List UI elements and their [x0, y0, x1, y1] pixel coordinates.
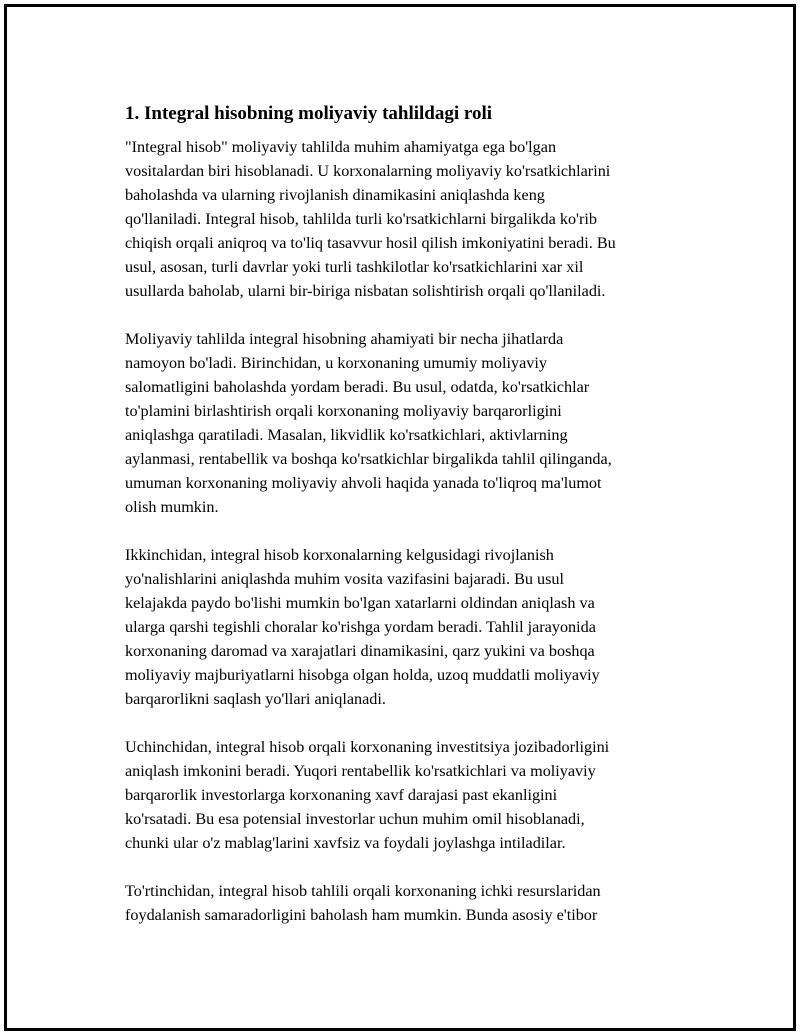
text-line: barqarorlik investorlarga korxonaning xavf darajasi past ekanligini: [125, 786, 558, 804]
text-line: Moliyaviy tahlilda integral hisobning ahamiyati bir necha jihatlarda: [125, 330, 564, 348]
page-frame: [4, 4, 796, 1031]
paragraph-4: [125, 735, 695, 855]
text-line: usullarda baholab, ularni bir-biriga nisbatan solishtirish orqali qo'llaniladi.: [125, 282, 606, 300]
section-heading: 1. Integral hisobning moliyaviy tahlildagi roli: [125, 103, 493, 124]
paragraph-3: [125, 543, 695, 711]
text-line: qo'llaniladi. Integral hisob, tahlilda turli ko'rsatkichlarni birgalikda ko'rib: [125, 210, 597, 228]
text-line: vositalardan biri hisoblanadi. U korxonalarning moliyaviy ko'rsatkichlarini: [125, 162, 611, 180]
text-line: Uchinchidan, integral hisob orqali korxonaning investitsiya jozibadorligini: [125, 738, 610, 756]
text-line: chunki ular o'z mablag'larini xavfsiz va foydali joylashga intiladilar.: [125, 834, 566, 852]
text-line: Ikkinchidan, integral hisob korxonalarning kelgusidagi rivojlanish: [125, 546, 554, 564]
text-line: chiqish orqali aniqroq va to'liq tasavvur hosil qilish imkoniyatini beradi. Bu: [125, 234, 616, 252]
text-line: korxonaning daromad va xarajatlari dinamikasini, qarz yukini va boshqa: [125, 642, 595, 660]
text-line: yo'nalishlarini aniqlashda muhim vosita vazifasini bajaradi. Bu usul: [125, 570, 564, 588]
document-content: [125, 101, 695, 951]
text-line: baholashda va ularning rivojlanish dinamikasini aniqlashda keng: [125, 186, 545, 204]
text-line: aniqlashga qaratiladi. Masalan, likvidlik ko'rsatkichlari, aktivlarning: [125, 426, 568, 444]
text-line: ularga qarshi tegishli choralar ko'rishga yordam beradi. Tahlil jarayonida: [125, 618, 596, 636]
text-line: barqarorlikni saqlash yo'llari aniqlanadi.: [125, 690, 386, 708]
text-line: ko'rsatadi. Bu esa potensial investorlar uchun muhim omil hisoblanadi,: [125, 810, 585, 828]
text-line: "Integral hisob" moliyaviy tahlilda muhim ahamiyatga ega bo'lgan: [125, 138, 557, 156]
text-line: salomatligini baholashda yordam beradi. Bu usul, odatda, ko'rsatkichlar: [125, 378, 590, 396]
paragraph-1: [125, 135, 695, 303]
text-line: namoyon bo'ladi. Birinchidan, u korxonaning umumiy moliyaviy: [125, 354, 547, 372]
text-line: usul, asosan, turli davrlar yoki turli tashkilotlar ko'rsatkichlarini xar xil: [125, 258, 584, 276]
text-line: olish mumkin.: [125, 498, 219, 516]
text-line: foydalanish samaradorligini baholash ham mumkin. Bunda asosiy e'tibor: [125, 906, 598, 924]
paragraph-2: [125, 327, 695, 519]
text-line: umuman korxonaning moliyaviy ahvoli haqida yanada to'liqroq ma'lumot: [125, 474, 602, 492]
text-line: aylanmasi, rentabellik va boshqa ko'rsatkichlar birgalikda tahlil qilinganda,: [125, 450, 612, 468]
text-line: To'rtinchidan, integral hisob tahlili orqali korxonaning ichki resurslaridan: [125, 882, 601, 900]
text-line: aniqlash imkonini beradi. Yuqori rentabellik ko'rsatkichlari va moliyaviy: [125, 762, 596, 780]
text-line: to'plamini birlashtirish orqali korxonaning moliyaviy barqarorligini: [125, 402, 562, 420]
text-line: kelajakda paydo bo'lishi mumkin bo'lgan xatarlarni oldindan aniqlash va: [125, 594, 595, 612]
paragraph-5: [125, 879, 695, 927]
text-line: moliyaviy majburiyatlarni hisobga olgan holda, uzoq muddatli moliyaviy: [125, 666, 600, 684]
